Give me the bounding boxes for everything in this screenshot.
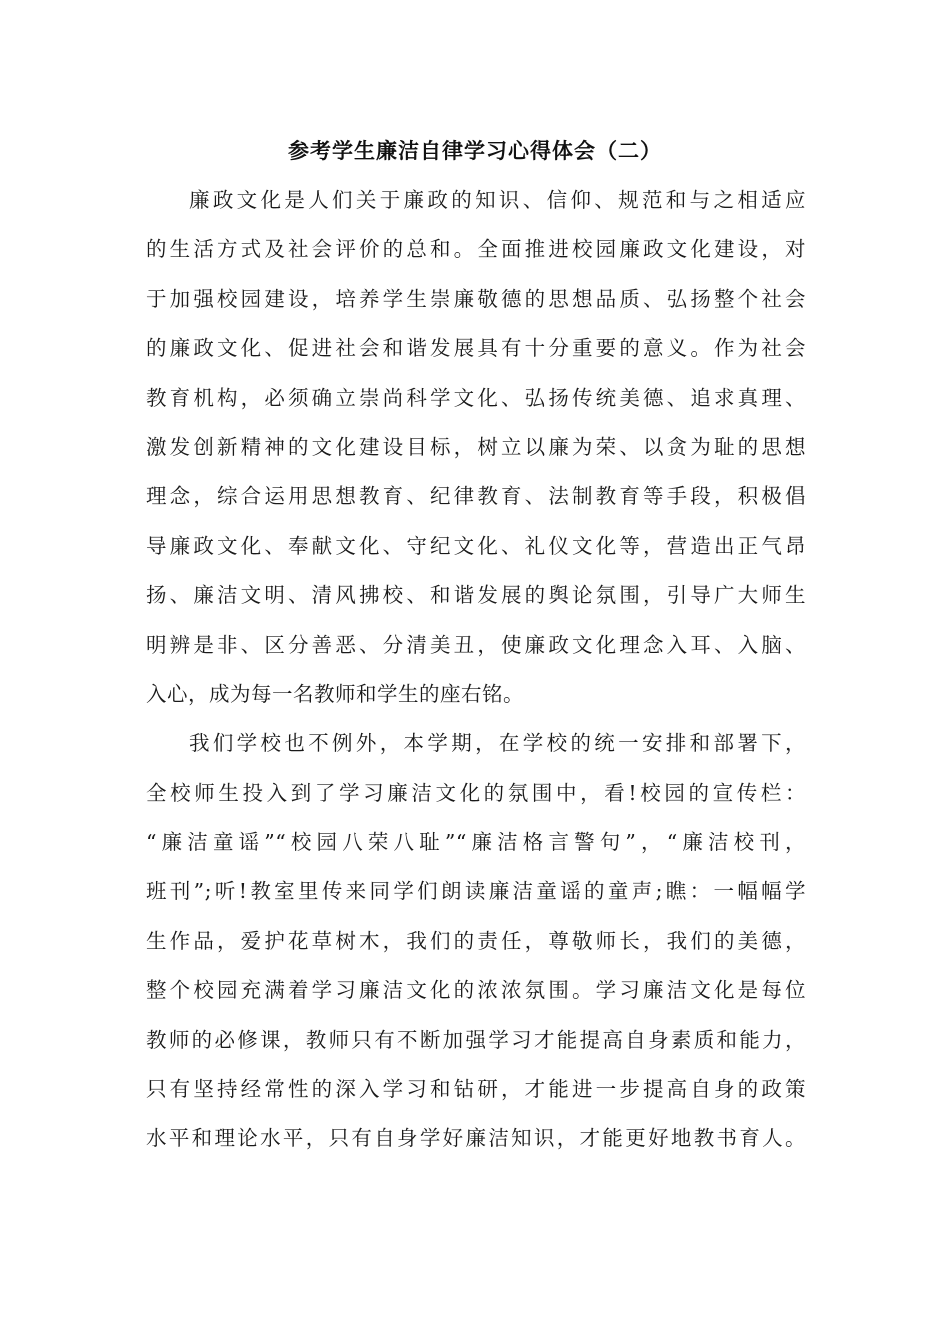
paragraph-line: 理念，综合运用思想教育、纪律教育、法制教育等手段，积极倡 [146, 484, 806, 509]
paragraph-line: 只有坚持经常性的深入学习和钻研，才能进一步提高自身的政策 [146, 1077, 806, 1102]
paragraph-line: 的生活方式及社会评价的总和。全面推进校园廉政文化建设，对 [146, 237, 806, 262]
paragraph-line: 我们学校也不例外，本学期，在学校的统一安排和部署下， [189, 731, 806, 756]
paragraph-line: 教师的必修课，教师只有不断加强学习才能提高自身素质和能力， [146, 1027, 806, 1052]
paragraph-line: 入心，成为每一名教师和学生的座右铭。 [146, 681, 524, 706]
paragraph-1 [146, 185, 806, 728]
paragraph-line: “廉洁童谣”“校园八荣八耻”“廉洁格言警句”，“廉洁校刊， [146, 830, 806, 855]
paragraph-line: 廉政文化是人们关于廉政的知识、信仰、规范和与之相适应 [189, 188, 806, 212]
paragraph-line: 全校师生投入到了学习廉洁文化的氛围中，看!校园的宣传栏： [146, 780, 806, 805]
paragraph-line: 导廉政文化、奉献文化、守纪文化、礼仪文化等，营造出正气昂 [146, 533, 806, 558]
paragraph-line: 生作品，爱护花草树木，我们的责任，尊敬师长，我们的美德， [146, 928, 806, 953]
document-title: 参考学生廉洁自律学习心得体会（二） [288, 139, 662, 163]
paragraph-line: 水平和理论水平，只有自身学好廉洁知识，才能更好地教书育人。 [146, 1126, 806, 1151]
paragraph-line: 整个校园充满着学习廉洁文化的浓浓氛围。学习廉洁文化是每位 [146, 978, 806, 1003]
paragraph-line: 教育机构，必须确立崇尚科学文化、弘扬传统美德、追求真理、 [146, 385, 806, 410]
document-body [146, 185, 806, 1173]
paragraph-line: 的廉政文化、促进社会和谐发展具有十分重要的意义。作为社会 [146, 336, 806, 361]
paragraph-line: 扬、廉洁文明、清风拂校、和谐发展的舆论氛围，引导广大师生 [146, 583, 806, 608]
paragraph-2 [146, 728, 806, 1173]
paragraph-line: 激发创新精神的文化建设目标，树立以廉为荣、以贪为耻的思想 [146, 434, 806, 459]
paragraph-line: 班刊”;听!教室里传来同学们朗读廉洁童谣的童声;瞧：一幅幅学 [146, 879, 806, 904]
paragraph-line: 明辨是非、区分善恶、分清美丑，使廉政文化理念入耳、入脑、 [146, 632, 806, 657]
paragraph-line: 于加强校园建设，培养学生崇廉敬德的思想品质、弘扬整个社会 [146, 286, 806, 311]
